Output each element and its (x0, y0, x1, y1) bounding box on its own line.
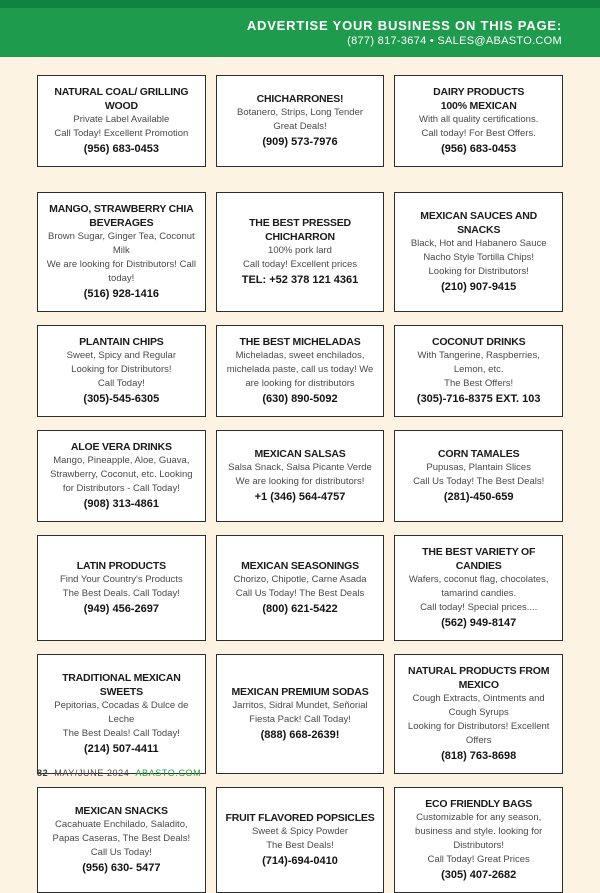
ad-box (37, 654, 206, 774)
ad-text-line: Call today! For Best Offers. (421, 128, 536, 139)
ad-box (394, 325, 563, 417)
ad-phone: +1 (346) 564-4757 (254, 491, 346, 503)
ad-title: CORN TAMALES (437, 448, 520, 460)
ad-phone: (210) 907-9415 (441, 281, 517, 293)
ad-text-line: Great Deals! (273, 121, 327, 132)
ad-text-line: Call Today! Great Prices (427, 854, 530, 865)
ad-text-line: Nacho Style Tortilla Chips! (423, 252, 535, 263)
ad-phone: (956) 683-0453 (441, 143, 517, 155)
ad-title: MEXICAN PREMIUM SODAS (231, 686, 369, 698)
ad-box (37, 192, 206, 312)
ad-box (394, 535, 563, 641)
ad-text-line: Fiesta Pack! Call Today! (249, 714, 351, 725)
ad-phone: (949) 456-2697 (83, 603, 159, 615)
ad-text-line: Looking for Distributors! Excellent Offers (407, 721, 550, 746)
ad-row (37, 325, 563, 417)
ad-text-line: Cacahuate Enchilado, Saladito, Papas Caseras, The Best Deals! (52, 819, 191, 844)
ad-title: MEXICAN SAUCES AND SNACKS (420, 210, 538, 236)
ad-text-line: Looking for Distributors! (428, 266, 529, 277)
ad-text-line: Private Label Available (73, 114, 170, 125)
ad-title: PLANTAIN CHIPS (79, 336, 164, 348)
ad-phone: (956) 630- 5477 (82, 862, 161, 874)
ad-text-line: Brown Sugar, Ginger Tea, Coconut Milk (48, 231, 195, 256)
ad-box (394, 430, 563, 522)
ad-title: LATIN PRODUCTS (76, 560, 166, 572)
ad-text-line: Find Your Country's Products (59, 574, 183, 585)
ad-text-line: Wafers, coconut flag, chocolates, tamarind candies. (408, 574, 549, 599)
ad-phone: (956) 683-0453 (83, 143, 159, 155)
ad-box (37, 787, 206, 893)
ad-phone: (888) 668-2639! (260, 729, 340, 741)
ad-title: TRADITIONAL MEXICAN SWEETS (62, 672, 181, 698)
ad-phone: (818) 763-8698 (441, 750, 517, 762)
ad-text-line: Call Us Today! The Best Deals (235, 588, 365, 599)
ad-title: THE BEST MICHELADAS (239, 336, 361, 348)
ad-box (394, 192, 563, 312)
ad-phone: (516) 928-1416 (83, 288, 159, 300)
footer-page-number: 82 (37, 768, 49, 778)
ad-title: MANGO, STRAWBERRY CHIA BEVERAGES (49, 203, 194, 229)
ad-text-line: Salsa Snack, Salsa Picante Verde (228, 462, 372, 473)
ad-text-line: Botanero, Strips, Long Tender (236, 107, 364, 118)
ad-title: THE BEST VARIETY OF CANDIES (422, 546, 536, 572)
ad-text-line: Cough Extracts, Ointments and Cough Syrups (412, 693, 545, 718)
ad-text-line: The Best Deals! Call Today! (62, 728, 180, 739)
ad-box (394, 75, 563, 167)
footer-issue: MAY/JUNE 2024 (54, 768, 130, 778)
ad-text-line: Call today! Excellent prices (242, 259, 358, 270)
ad-phone: (305)-545-6305 (83, 393, 160, 405)
ad-box (216, 430, 385, 522)
ad-row (37, 75, 563, 167)
ad-text-line: Call Us Today! (90, 847, 152, 858)
banner-contact-info: (877) 817-3674 • SALES@ABASTO.COM (347, 35, 562, 47)
ad-phone: (909) 573-7976 (262, 136, 338, 148)
ad-phone: (214) 507-4411 (84, 743, 159, 755)
ad-phone: (908) 313-4861 (83, 498, 159, 510)
ad-phone: TEL: +52 378 121 4361 (241, 274, 359, 286)
ad-title: NATURAL COAL/ GRILLING WOOD (54, 86, 189, 112)
ad-text-line: Sweet & Spicy Powder (251, 826, 349, 837)
top-green-strip (0, 0, 600, 8)
ad-title: COCONUT DRINKS (431, 336, 526, 348)
ad-phone: (305) 407-2682 (441, 869, 517, 881)
ad-text-line: Chorizo, Chipotle, Carne Asada (233, 574, 367, 585)
ad-box (216, 535, 385, 641)
footer-site: ABASTO.COM (135, 768, 202, 778)
ad-row (37, 535, 563, 641)
ad-title: ECO FRIENDLY BAGS (425, 798, 533, 810)
ad-title: FRUIT FLAVORED POPSICLES (225, 812, 375, 824)
ad-row (37, 787, 563, 893)
ad-text-line: The Best Deals! (266, 840, 334, 851)
ad-text-line: With Tangerine, Raspberries, Lemon, etc. (417, 350, 540, 375)
ad-box (394, 787, 563, 893)
ad-box (216, 787, 385, 893)
ad-text-line: 100% pork lard (268, 245, 332, 256)
ad-box (394, 654, 563, 774)
advertise-banner (0, 8, 600, 57)
ad-title: ALOE VERA DRINKS (70, 441, 172, 453)
ad-title: CHICHARRONES! (256, 93, 344, 105)
ad-text-line: Call Today! Excellent Promotion (54, 128, 189, 139)
ad-row (37, 192, 563, 312)
ad-phone: (305)-716-8375 EXT. 103 (416, 393, 541, 405)
ad-text-line: Mango, Pineapple, Aloe, Guava, Strawberry, Coconut, etc. Looking for Distributors - Call Today! (50, 455, 193, 494)
ad-box (216, 325, 385, 417)
ad-box (216, 654, 385, 774)
ad-text-line: Black, Hot and Habanero Sauce (410, 238, 547, 249)
ad-text-line: Sweet, Spicy and Regular (66, 350, 176, 361)
ad-title: 100% MEXICAN (440, 100, 517, 112)
ad-box (37, 535, 206, 641)
ad-text-line: We are looking for distributors! (235, 476, 365, 487)
ad-title: MEXICAN SEASONINGS (241, 560, 359, 572)
ad-phone: (562) 949-8147 (441, 617, 517, 629)
banner-title: ADVERTISE YOUR BUSINESS ON THIS PAGE: (246, 18, 562, 33)
ad-text-line: Call Us Today! The Best Deals! (413, 476, 545, 487)
ad-text-line: Pepitorias, Cocadas & Dulce de Leche (54, 700, 189, 725)
ad-phone: (630) 890-5092 (262, 393, 338, 405)
ad-text-line: The Best Offers! (444, 378, 514, 389)
ad-phone: (281)-450-659 (443, 491, 514, 503)
ad-text-line: Jarritos, Sidral Mundet, Señorial (232, 700, 368, 711)
ad-title: MEXICAN SALSAS (254, 448, 346, 460)
page-footer (37, 768, 201, 778)
ad-box (216, 192, 385, 312)
ad-text-line: Pupusas, Plantain Slices (426, 462, 531, 473)
ad-text-line: Call today! Special prices.... (420, 602, 538, 613)
ad-text-line: Micheladas, sweet enchilados, michelada paste, call us today! We are looking for distributors (226, 350, 374, 389)
ad-text-line: Customizable for any season, business and style. looking for Distributors! (415, 812, 543, 851)
ad-phone: (800) 621-5422 (262, 603, 338, 615)
ad-row (37, 654, 563, 774)
ad-text-line: With all quality certifications. (419, 114, 539, 125)
ad-phone: (714)-694-0410 (262, 855, 338, 867)
ad-text-line: We are looking for Distributors! Call today! (46, 259, 196, 284)
ad-box (37, 430, 206, 522)
ad-box (216, 75, 385, 167)
ad-box (37, 75, 206, 167)
ad-text-line: Looking for Distributors! (71, 364, 172, 375)
ad-row (37, 430, 563, 522)
ad-title: NATURAL PRODUCTS FROM MEXICO (408, 665, 550, 691)
ad-title: MEXICAN SNACKS (74, 805, 168, 817)
ad-box (37, 325, 206, 417)
ad-title: DAIRY PRODUCTS (433, 86, 525, 98)
ad-text-line: Call Today! (97, 378, 145, 389)
ad-title: THE BEST PRESSED CHICHARRON (249, 217, 351, 243)
ad-text-line: The Best Deals. Call Today! (62, 588, 180, 599)
